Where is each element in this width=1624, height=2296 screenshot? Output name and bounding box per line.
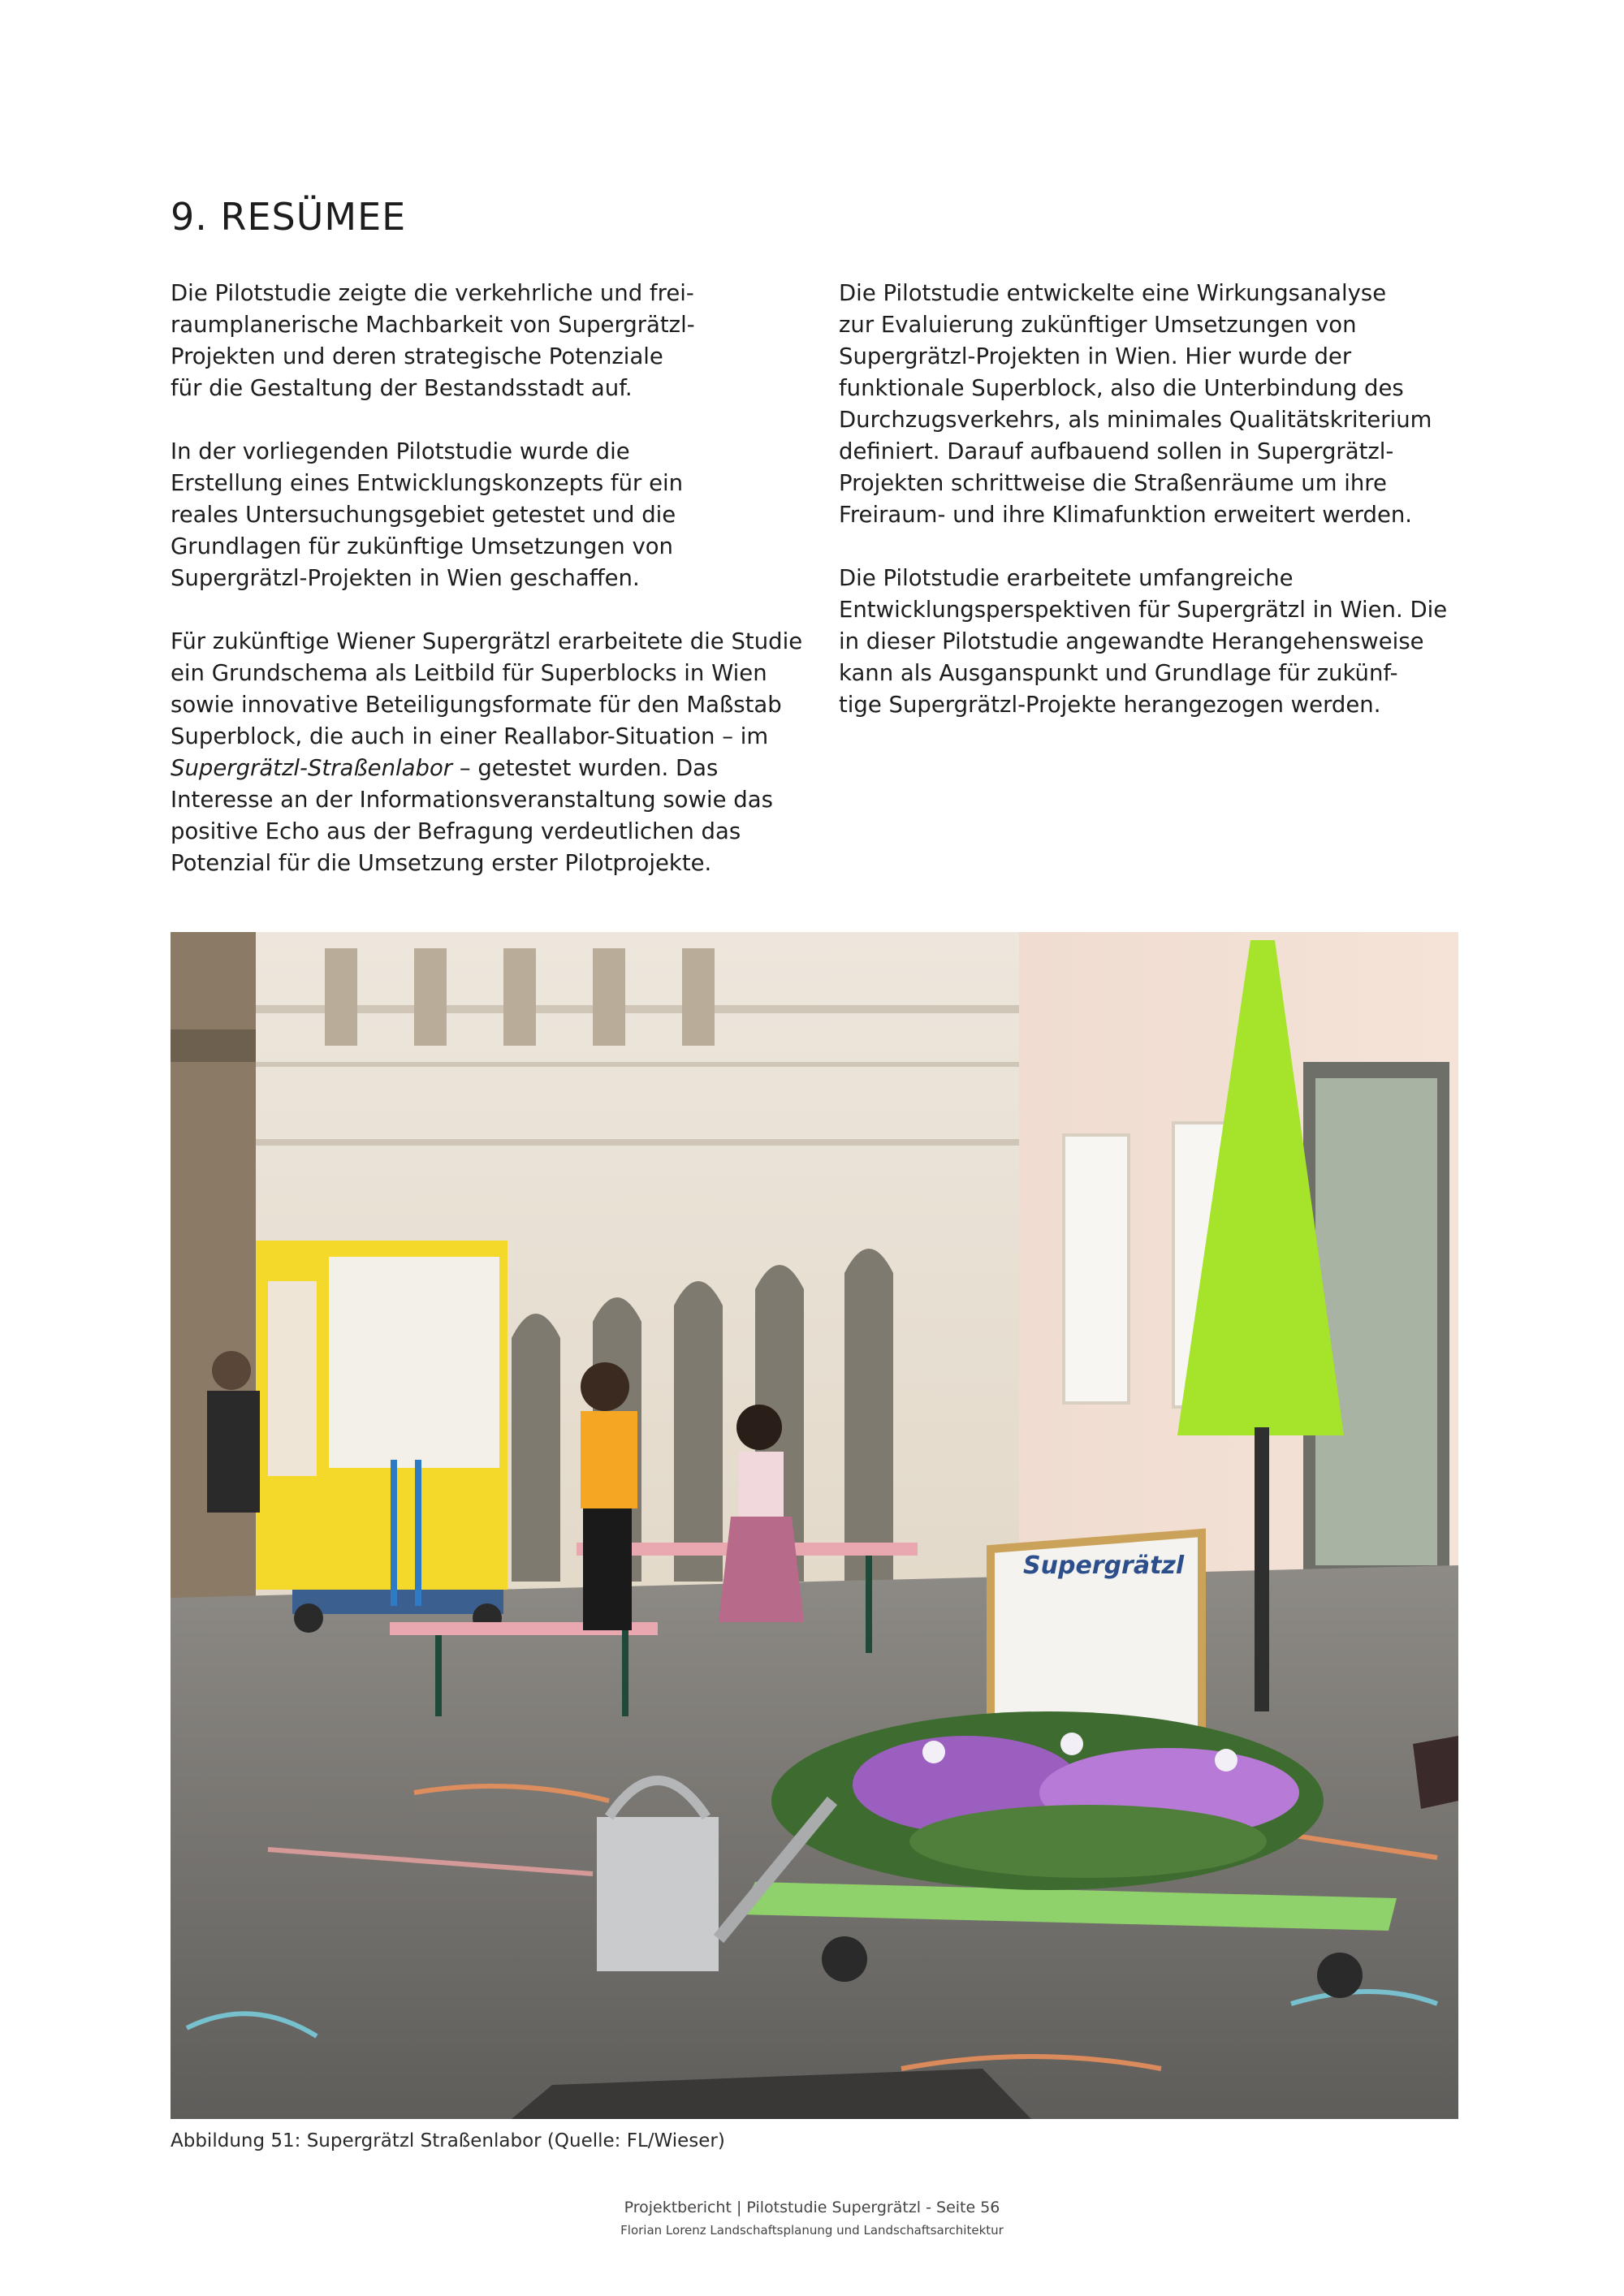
text-line: Projekten und deren strategische Potenziale bbox=[171, 343, 663, 369]
street-lab-photo bbox=[171, 932, 1458, 2119]
text-line: reales Untersuchungsgebiet getestet und die bbox=[171, 502, 676, 528]
figure-caption: Abbildung 51: Supergrätzl Straßenlabor (Quelle: FL/Wieser) bbox=[171, 2130, 725, 2151]
text-line: sowie innovative Beteiligungsformate für den Maßstab bbox=[171, 692, 782, 718]
text-line: definiert. Darauf aufbauend sollen in Supergrätzl- bbox=[839, 438, 1394, 464]
italic-term: Supergrätzl-Straßenlabor bbox=[171, 755, 453, 781]
text-line: Durchzugsverkehrs, als minimales Qualitätskriterium bbox=[839, 407, 1432, 433]
text-line: Freiraum- und ihre Klimafunktion erweitert werden. bbox=[839, 502, 1413, 528]
text-line: zur Evaluierung zukünftiger Umsetzungen von bbox=[839, 312, 1357, 338]
text-line: kann als Ausganspunkt und Grundlage für zukünf- bbox=[839, 660, 1398, 686]
text-line: Projekten schrittweise die Straßenräume um ihre bbox=[839, 470, 1387, 496]
text-line: Für zukünftige Wiener Supergrätzl erarbeitete die Studie bbox=[171, 628, 803, 654]
text-line: Supergrätzl-Projekten in Wien. Hier wurde der bbox=[839, 343, 1352, 369]
text-line: für die Gestaltung der Bestandsstadt auf. bbox=[171, 375, 633, 401]
text-line: positive Echo aus der Befragung verdeutlichen das bbox=[171, 818, 741, 844]
text-fragment: – getestet wurden. Das bbox=[452, 755, 719, 781]
text-line: Die Pilotstudie zeigte die verkehrliche und frei- bbox=[171, 280, 694, 306]
right-paragraph-2 bbox=[839, 563, 1480, 721]
text-line: Interesse an der Informationsveranstaltung sowie das bbox=[171, 787, 773, 813]
text-line: in dieser Pilotstudie angewandte Herangehensweise bbox=[839, 628, 1424, 654]
text-line: Superblock, die auch in einer Reallabor-Situation – im bbox=[171, 723, 769, 749]
text-line: Entwicklungsperspektiven für Supergrätzl in Wien. Die bbox=[839, 597, 1448, 623]
left-paragraph-3 bbox=[171, 626, 812, 879]
text-line: Die Pilotstudie erarbeitete umfangreiche bbox=[839, 565, 1294, 591]
text-line: Grundlagen für zukünftige Umsetzungen von bbox=[171, 533, 673, 559]
section-heading: 9. RESÜMEE bbox=[171, 195, 407, 239]
left-paragraph-1 bbox=[171, 278, 812, 404]
text-line bbox=[171, 753, 812, 784]
chair-sign-text: Supergrätzl bbox=[1023, 1552, 1185, 1580]
text-line: raumplanerische Machbarkeit von Supergrätzl- bbox=[171, 312, 695, 338]
left-text-column bbox=[171, 278, 812, 911]
text-line: funktionale Superblock, also die Unterbindung des bbox=[839, 375, 1404, 401]
right-paragraph-1 bbox=[839, 278, 1480, 531]
photo-illustration bbox=[171, 932, 1458, 2119]
footer-title: Projektbericht | Pilotstudie Supergrätzl - Seite 56 bbox=[624, 2199, 1000, 2216]
text-line: Erstellung eines Entwicklungskonzepts für ein bbox=[171, 470, 684, 496]
text-line: ein Grundschema als Leitbild für Superblocks in Wien bbox=[171, 660, 767, 686]
right-text-column bbox=[839, 278, 1480, 753]
text-line: tige Supergrätzl-Projekte herangezogen werden. bbox=[839, 692, 1381, 718]
left-paragraph-2 bbox=[171, 436, 812, 594]
text-line: Potenzial für die Umsetzung erster Pilotprojekte. bbox=[171, 850, 712, 876]
text-line: Supergrätzl-Projekten in Wien geschaffen. bbox=[171, 565, 640, 591]
text-line: Die Pilotstudie entwickelte eine Wirkungsanalyse bbox=[839, 280, 1387, 306]
text-line: In der vorliegenden Pilotstudie wurde die bbox=[171, 438, 630, 464]
footer-author: Florian Lorenz Landschaftsplanung und Landschaftsarchitektur bbox=[620, 2223, 1004, 2238]
